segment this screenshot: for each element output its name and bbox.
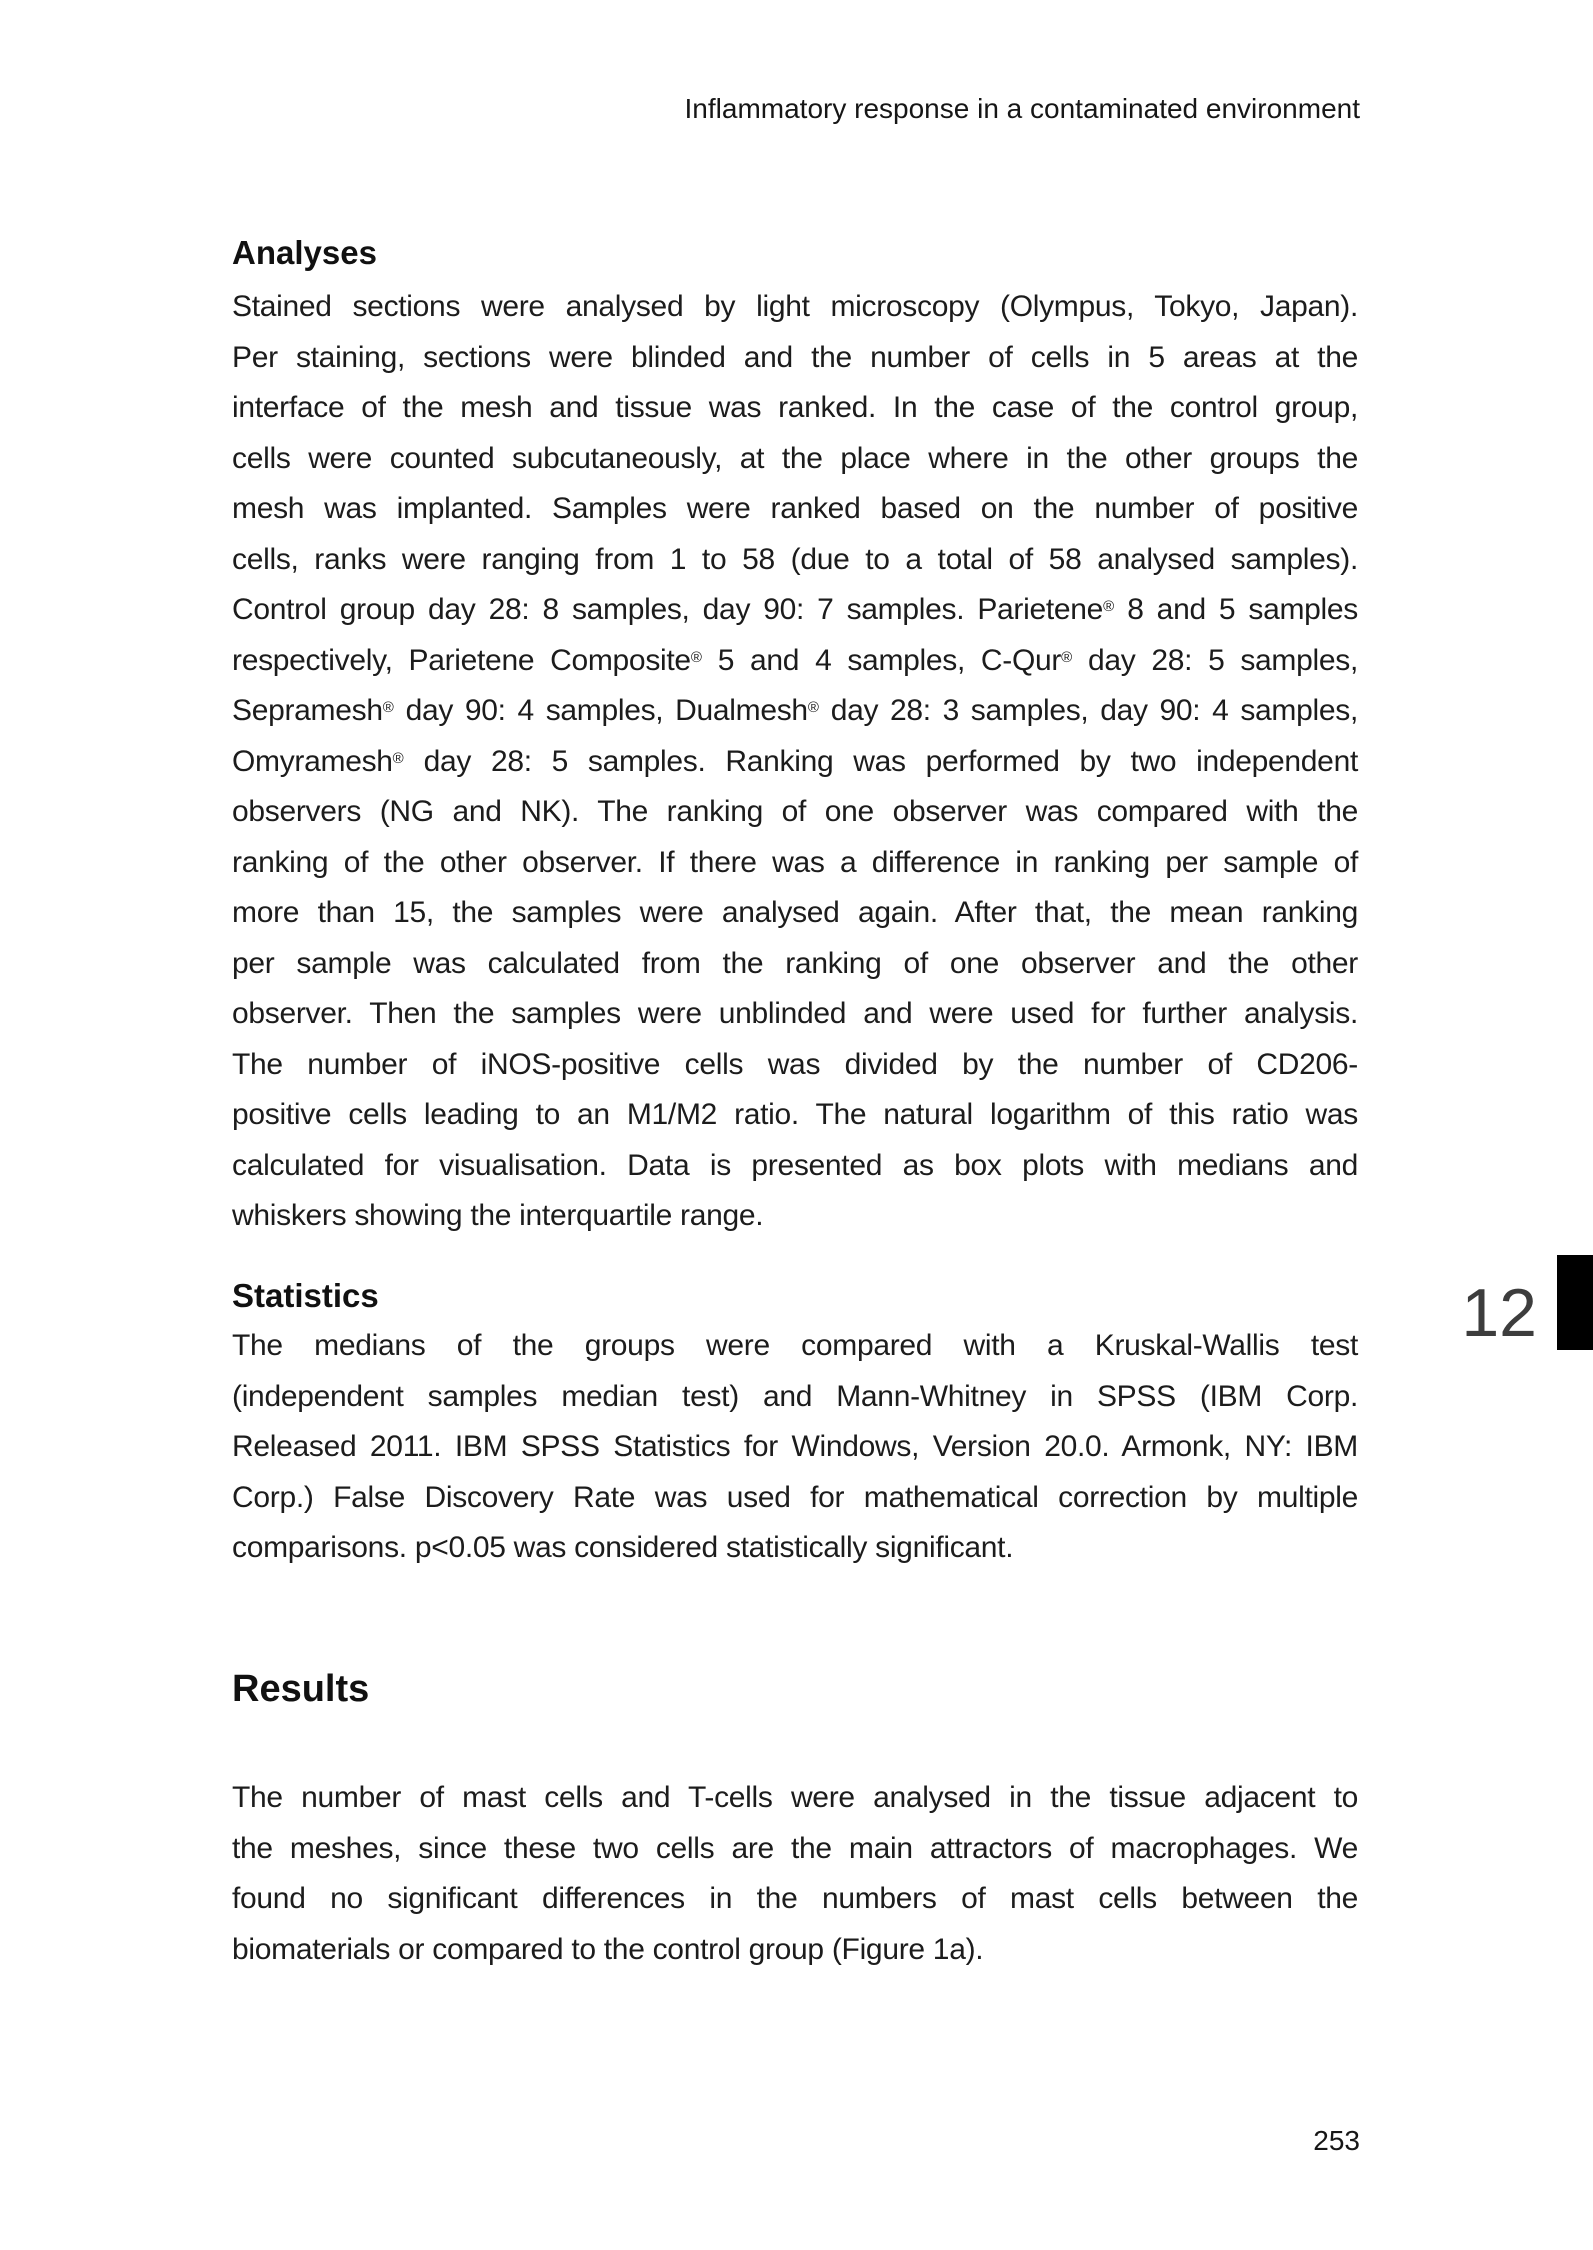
results-paragraph	[232, 1773, 1358, 1975]
text-line: ranking of the other observer. If there was a difference in ranking per sample of	[232, 845, 1358, 879]
text-line: respectively, Parietene Composite® 5 and 4 samples, C-Qur® day 28: 5 samples,	[232, 643, 1358, 677]
page-number: 253	[1313, 2125, 1360, 2156]
text-line: (independent samples median test) and Mann-Whitney in SPSS (IBM Corp.	[232, 1379, 1358, 1413]
statistics-heading: Statistics	[232, 1277, 379, 1314]
text-line: comparisons. p<0.05 was considered statistically significant.	[232, 1531, 1014, 1564]
text-line: observer. Then the samples were unblinded and were used for further analysis.	[232, 997, 1358, 1030]
registered-trademark: ®	[382, 698, 394, 716]
results-heading: Results	[232, 1668, 370, 1710]
text-line: cells, ranks were ranging from 1 to 58 (due to a total of 58 analysed samples).	[232, 542, 1358, 576]
chapter-tab-marker	[1557, 1255, 1593, 1350]
text-line: Released 2011. IBM SPSS Statistics for Windows, Version 20.0. Armonk, NY: IBM	[232, 1430, 1358, 1463]
running-head: Inflammatory response in a contaminated environment	[684, 93, 1360, 124]
text-line: Per staining, sections were blinded and the number of cells in 5 areas at the	[232, 340, 1358, 374]
registered-trademark: ®	[807, 698, 819, 716]
text-line: Omyramesh® day 28: 5 samples. Ranking was performed by two independent	[232, 744, 1358, 778]
text-line: whiskers showing the interquartile range.	[232, 1199, 764, 1232]
text-line: more than 15, the samples were analysed again. After that, the mean ranking	[232, 896, 1358, 929]
text-line: found no significant differences in the numbers of mast cells between the	[232, 1882, 1358, 1915]
text-line: The medians of the groups were compared with a Kruskal-Wallis test	[232, 1329, 1358, 1362]
registered-trademark: ®	[1103, 597, 1115, 615]
text-line: Stained sections were analysed by light microscopy (Olympus, Tokyo, Japan).	[232, 290, 1358, 323]
text-line: the meshes, since these two cells are the main attractors of macrophages. We	[232, 1831, 1358, 1865]
text-line: cells were counted subcutaneously, at the place where in the other groups the	[232, 441, 1358, 475]
registered-trademark: ®	[690, 648, 702, 666]
registered-trademark: ®	[392, 749, 404, 767]
chapter-number: 12	[1461, 1275, 1537, 1351]
text-line: Sepramesh® day 90: 4 samples, Dualmesh® day 28: 3 samples, day 90: 4 samples,	[232, 694, 1358, 727]
text-line: positive cells leading to an M1/M2 ratio. The natural logarithm of this ratio was	[232, 1098, 1358, 1131]
text-line: The number of iNOS-positive cells was divided by the number of CD206-	[232, 1047, 1358, 1081]
text-line: calculated for visualisation. Data is presented as box plots with medians and	[232, 1148, 1358, 1182]
registered-trademark: ®	[1061, 648, 1073, 666]
text-line: mesh was implanted. Samples were ranked based on the number of positive	[232, 492, 1358, 525]
text-line: per sample was calculated from the ranking of one observer and the other	[232, 946, 1358, 980]
text-line: observers (NG and NK). The ranking of one observer was compared with the	[232, 795, 1358, 828]
analyses-paragraph	[232, 282, 1358, 1242]
text-line: interface of the mesh and tissue was ranked. In the case of the control group,	[232, 391, 1358, 424]
text-line: The number of mast cells and T-cells were analysed in the tissue adjacent to	[232, 1781, 1358, 1814]
analyses-heading: Analyses	[232, 234, 377, 271]
text-line: biomaterials or compared to the control group (Figure 1a).	[232, 1932, 984, 1966]
text-line: Corp.) False Discovery Rate was used for mathematical correction by multiple	[232, 1480, 1358, 1514]
statistics-paragraph	[232, 1321, 1358, 1574]
text-line: Control group day 28: 8 samples, day 90: 7 samples. Parietene® 8 and 5 samples	[232, 593, 1359, 626]
